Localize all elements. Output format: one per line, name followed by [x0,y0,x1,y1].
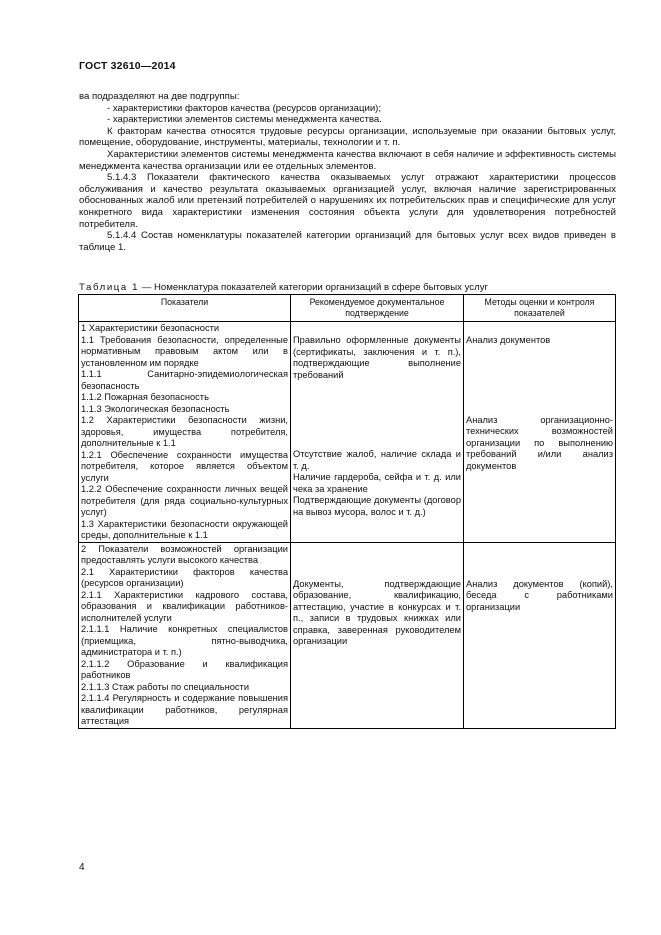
indicator-item: 1.1.3 Экологическая безопасность [81,403,230,414]
documentation-item: Наличие гардероба, сейфа и т. д. или чека за хранение [293,472,461,494]
indicator-item: 2.1.1.1 Наличие конкретных специалистов (приемщика, пятно-выводчика, администратора и т. п.) [81,624,288,658]
table-row [79,322,616,543]
indicators-cell [79,542,291,728]
indicator-item: 1.3 Характеристики безопасности окружающей среды, дополнительные к 1.1 [81,518,288,541]
indicator-item: 2.1.1.4 Регулярность и содержание повышения квалификации работников, регулярная аттестация [81,693,288,727]
paragraph: 5.1.4.3 Показатели фактического качества оказываемых услуг отражают характеристики процессов обслуживания и качество результата оказываемых организацией услуг, включая наличие зарегистрированных обоснованных жалоб или претензий потребителей о нарушениях их потребительских прав и специфические для услуг конкретного вида характеристики изменения состояния объекта услуги для удовлетворения потребностей потребителя. [79,172,616,230]
method-item: Анализ документов [466,335,551,346]
indicators-table [78,294,616,729]
indicator-item: 1.2.2 Обеспечение сохранности личных вещей потребителя (для ряда социально-культурных услуг) [81,484,288,518]
indicator-item: 2.1 Характеристики факторов качества (ресурсов организации) [81,566,288,589]
indicator-item: 2.1.1.3 Стаж работы по специальности [81,681,250,692]
page-number: 4 [79,862,85,873]
method-item: Анализ документов (копий), беседа с работниками организации [466,578,613,612]
documentation-item: Правильно оформленные документы (сертификаты, заключения и т. п.), подтверждающие выполнение требований [293,335,461,380]
indicator-item: 1.2.1 Обеспечение сохранности имущества потребителя, которое является объектом услуги [81,449,288,483]
indicators-cell [79,322,291,543]
indicator-item: 1.1.2 Пожарная безопасность [81,392,209,403]
documentation-item: Документы, подтверждающие образование, квалификацию, аттестацию, участие в конкурсах и т. п., записи в трудовых книжках или справка, заверенная руководителем организации [293,578,461,647]
indicator-item: 1.1 Требования безопасности, определенные нормативным правовым актом или в установленном им порядке [81,334,288,368]
table-row [79,542,616,728]
documentation-cell [291,322,464,543]
table-header-row [79,295,616,322]
intro-list-item: - характеристики факторов качества (ресурсов организации); [107,102,382,114]
document-header: ГОСТ 32610—2014 [79,60,176,72]
method-item: Анализ организационно-технических возможностей организации по выполнению требований и/или анализ документов [466,414,613,471]
paragraph: Характеристики элементов системы менеджмента качества включают в себя наличие и эффективность системы менеджмента качества организации или ее отдельных элементов. [79,148,616,172]
indicator-item: 1.2 Характеристики безопасности жизни, здоровья, имущества потребителя, дополнительные к 1.1 [81,415,288,449]
intro-text [79,91,616,253]
methods-cell [464,542,616,728]
paragraph: 5.1.4.4 Состав номенклатуры показателей категории организаций для бытовых услуг всех видов приведен в таблице 1. [79,230,616,253]
column-header-methods: Методы оценки и контроля показателей [464,295,616,322]
intro-list-item: - характеристики элементов системы менеджмента качества. [107,114,382,126]
indicator-item: 1.1.1 Санитарно-эпидемиологическая безопасность [81,369,288,391]
table-caption-label: Таблица 1 [79,282,140,293]
table-caption [79,282,488,293]
column-header-indicators: Показатели [79,295,291,322]
paragraph: К факторам качества относятся трудовые ресурсы организации, используемые при оказании бытовых услуг, помещение, оборудование, инструменты, материалы, технологии и т. п. [79,125,616,149]
table-caption-text: — Номенклатура показателей категории организаций в сфере бытовых услуг [139,282,488,293]
indicator-item: 2 Показатели возможностей организации предоставлять услуги высокого качества [81,543,288,566]
documentation-cell [291,542,464,728]
intro-lead: ва подразделяют на две подгруппы: [79,91,240,102]
column-header-documentation: Рекомендуемое документальное подтверждение [291,295,464,322]
indicator-item: 2.1.1 Характеристики кадрового состава, образования и квалификации работников-исполнителей услуги [81,589,288,623]
indicator-item: 1 Характеристики безопасности [81,323,220,334]
documentation-item: Отсутствие жалоб, наличие склада и т. д. [293,449,461,471]
documentation-item: Подтверждающие документы (договор на вывоз мусора, волос и т. д.) [293,495,461,517]
methods-cell [464,322,616,543]
indicator-item: 2.1.1.2 Образование и квалификация работников [81,658,288,681]
